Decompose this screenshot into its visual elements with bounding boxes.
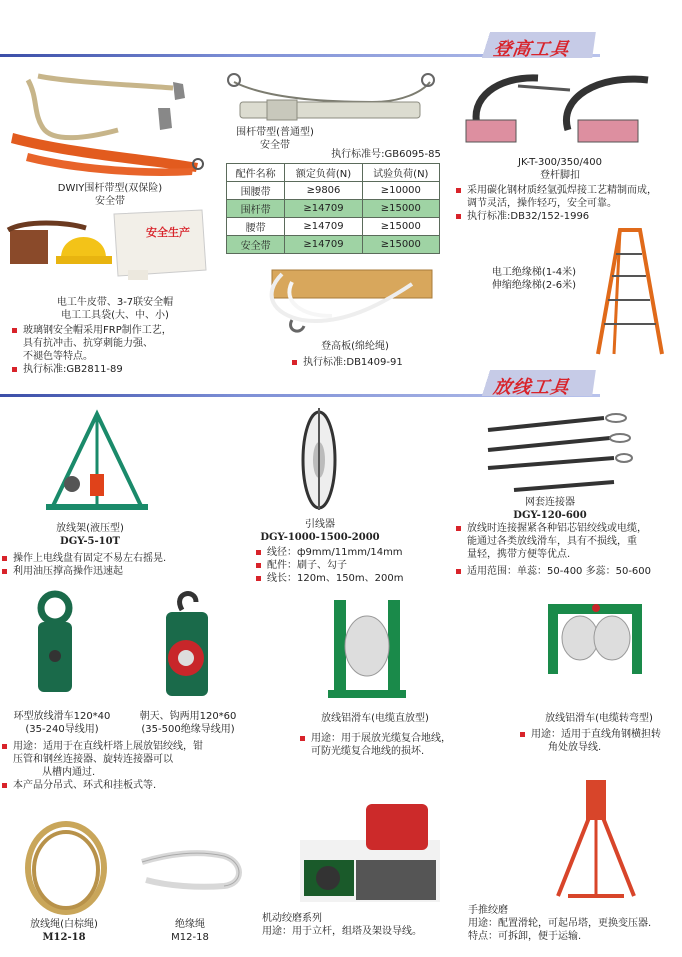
- bullet-icon: [456, 569, 461, 574]
- bullet-icon: [456, 214, 461, 219]
- climbers-notes: [456, 184, 680, 223]
- board-standard: [292, 356, 442, 369]
- table-cell: 安全带: [227, 236, 285, 254]
- pole-belt-model: 围杆带型(普通型): [236, 127, 314, 138]
- pole-belt-standard: 执行标准号:GB6095-85: [331, 149, 441, 160]
- winch-use: 用途：用于立杆，组塔及架设导线。: [262, 926, 422, 937]
- stand-notes: [2, 552, 232, 578]
- table-row: [227, 236, 440, 254]
- hand-winch-type: 手推绞磨: [468, 905, 508, 916]
- bullet-text: 量轻，携带方便等优点.: [467, 549, 571, 560]
- table-row: [227, 218, 440, 236]
- helmet-model: 电工牛皮带、3-7联安全帽: [56, 297, 174, 308]
- bullet-text: 调节灵活，操作轻巧，安全可靠。: [467, 198, 617, 209]
- climbers-model: JK-T-300/350/400: [518, 157, 602, 168]
- list-item: [456, 184, 680, 197]
- al-corner-caption: 放线铝滑车(电缆转弯型): [545, 713, 653, 724]
- list-item: [520, 741, 682, 754]
- ring-pulley-model: 环型放线滑车120*40: [13, 711, 111, 722]
- load-spec-table: [226, 163, 440, 254]
- climbers-caption: [500, 156, 620, 182]
- hook-pulley-use: (35-500绝缘导线用): [141, 724, 235, 735]
- list-item: [456, 210, 680, 223]
- ring-pulley-use: (35-240导线用): [25, 724, 99, 735]
- ladder-model: 电工绝缘梯(1-4米): [491, 267, 577, 278]
- bullet-icon: [256, 576, 261, 581]
- bullet-text: 采用碳化钢材质经氩弧焊接工艺精制而成，: [467, 185, 657, 196]
- bullet-icon: [292, 360, 297, 365]
- bullet-text: 操作上电线盘有固定不易左右摇晃.: [13, 553, 167, 564]
- bullet-text: 本产品分吊式、环式和挂板式等.: [13, 780, 157, 791]
- table-row: [227, 200, 440, 218]
- bullet-text: 具有抗冲击、抗穿刺能力强、: [23, 338, 153, 349]
- ring-pulley-caption: [2, 710, 122, 736]
- list-item: [456, 535, 680, 548]
- grip-type: 网套连接器: [525, 497, 575, 508]
- winch-caption: [262, 912, 462, 938]
- bullet-text: 玻璃钢安全帽采用FRP制作工艺，: [23, 325, 172, 336]
- rope-type: 放线绳(白棕绳): [30, 919, 98, 930]
- list-item: [292, 356, 442, 369]
- bullet-icon: [300, 736, 305, 741]
- harness-type: 安全带: [95, 196, 125, 207]
- list-item: [256, 572, 436, 585]
- puller-caption: [250, 518, 390, 544]
- table-cell: ≥14709: [285, 200, 362, 218]
- helmet-bag-image: [6, 200, 216, 290]
- table-header: 额定负荷(N): [285, 164, 362, 182]
- list-item: [12, 350, 222, 363]
- bullet-text: 能通过各类放线滑车，具有不损线，重: [467, 536, 637, 547]
- bullet-icon: [12, 328, 17, 333]
- climbing-board-image: [262, 264, 442, 340]
- list-item: [2, 766, 262, 779]
- bullet-text: 不褪色等特点。: [23, 351, 93, 362]
- list-item: [12, 363, 222, 376]
- list-item: [300, 745, 480, 758]
- bullet-text: 用途：适用于直线角钢横担转: [531, 729, 661, 740]
- list-item: [456, 522, 680, 535]
- table-cell: ≥15000: [362, 236, 439, 254]
- insulating-rope-image: [138, 836, 248, 906]
- bullet-icon: [456, 526, 461, 531]
- list-item: [256, 546, 436, 559]
- hydraulic-stand-image: [42, 404, 152, 514]
- ladder-caption: [484, 266, 584, 292]
- pole-climbers-image: [458, 68, 668, 158]
- pole-belt-caption: [230, 126, 320, 152]
- stand-caption: [30, 522, 150, 548]
- helmet-caption: [30, 296, 200, 322]
- bullet-text: 放线时连接握紧各种铝芯铝绞线或电缆，: [467, 523, 647, 534]
- bullet-text: 配件：刷子、勾子: [267, 560, 347, 571]
- bullet-text: 执行标准:GB2811-89: [23, 364, 123, 375]
- pulley-notes: [2, 740, 262, 792]
- pole-belt-type: 安全带: [260, 140, 290, 151]
- bullet-text: 利用油压撑高操作迅速起: [13, 566, 123, 577]
- bullet-text: 适用范围：单蕊：50-400 多蕊：50-600: [467, 566, 652, 577]
- table-cell: ≥15000: [362, 218, 439, 236]
- ring-pulley-image: [30, 590, 80, 700]
- al-corner-notes: [520, 728, 682, 754]
- table-header: 配件名称: [227, 164, 285, 182]
- stand-model: DGY-5-10T: [60, 536, 120, 547]
- stand-type: 放线架(液压型): [56, 523, 124, 534]
- bullet-icon: [2, 569, 7, 574]
- list-item: [2, 779, 262, 792]
- bullet-text: 可防光缆复合地线的损坏.: [311, 746, 425, 757]
- wire-puller-image: [296, 402, 342, 512]
- harness-model: DWIY围杆带型(双保险): [57, 183, 163, 194]
- hand-winch-image: [548, 776, 644, 900]
- list-item: [300, 732, 480, 745]
- insulating-rope-caption: [150, 918, 230, 944]
- winch-type: 机动绞磨系列: [262, 913, 322, 924]
- bullet-icon: [2, 783, 7, 788]
- bullet-text: 执行标准:DB32/152-1996: [467, 211, 590, 222]
- mesh-grip-image: [484, 408, 634, 498]
- table-cell: 围杆带: [227, 200, 285, 218]
- board-caption: 登高板(绵纶绳): [321, 341, 389, 352]
- table-cell: 腰带: [227, 218, 285, 236]
- table-row: [227, 182, 440, 200]
- table-cell: 围腰带: [227, 182, 285, 200]
- grip-notes: [456, 522, 680, 578]
- bullet-text: 线长：120m、150m、200m: [267, 573, 404, 584]
- rope-model: M12-18: [42, 932, 86, 943]
- bullet-icon: [2, 556, 7, 561]
- section-title-climbing: 登高工具: [474, 32, 596, 58]
- bullet-text: 执行标准:DB1409-91: [303, 357, 403, 368]
- insulating-rope-type: 绝缘绳: [175, 919, 205, 930]
- section-title-stringing: 放线工具: [474, 370, 596, 396]
- bullet-text: 从槽内通过.: [42, 767, 96, 778]
- bullet-text: 用途：用于展放光缆复合地线，: [311, 733, 451, 744]
- puller-type: 引线器: [305, 519, 335, 530]
- table-cell: ≥14709: [285, 218, 362, 236]
- al-straight-pulley-image: [322, 596, 412, 700]
- grip-model: DGY-120-600: [513, 510, 587, 521]
- hand-winch-use: 用途：配置滑轮，可起吊塔，更换变压器.: [468, 918, 652, 929]
- list-item: [2, 565, 232, 578]
- bullet-text: 用途：适用于在直线杆塔上展放铝绞线，钳: [13, 741, 203, 752]
- hook-pulley-model: 朝天、钩两用120*60: [139, 711, 237, 722]
- hand-winch-feature: 特点：可拆卸，便于运输.: [468, 931, 582, 942]
- bullet-icon: [2, 744, 7, 749]
- list-item: [2, 753, 262, 766]
- table-header: 试验负荷(N): [362, 164, 439, 182]
- bullet-icon: [256, 563, 261, 568]
- bullet-icon: [520, 732, 525, 737]
- bullet-icon: [12, 367, 17, 372]
- puller-notes: [256, 546, 436, 585]
- bag-print: 安全生产: [146, 226, 190, 239]
- list-item: [12, 337, 222, 350]
- helmet-notes: [12, 324, 222, 376]
- bullet-text: 压管和钢丝连接器、旋转连接器可以: [13, 754, 173, 765]
- helmet-type: 电工工具袋(大、中、小): [61, 310, 169, 321]
- hand-winch-caption: [468, 904, 680, 943]
- list-item: [456, 197, 680, 210]
- safety-harness-image: [8, 68, 208, 180]
- list-item: [2, 552, 232, 565]
- puller-model: DGY-1000-1500-2000: [260, 532, 380, 543]
- rope-image: [16, 814, 116, 918]
- bullet-icon: [256, 550, 261, 555]
- hook-pulley-caption: [128, 710, 248, 736]
- list-item: [520, 728, 682, 741]
- al-straight-notes: [300, 732, 480, 758]
- list-item: [456, 548, 680, 561]
- table-cell: ≥10000: [362, 182, 439, 200]
- motor-winch-image: [296, 800, 446, 910]
- pole-belt-image: [222, 68, 442, 128]
- bullet-text: 角处放导线.: [548, 742, 602, 753]
- rope-caption: [14, 918, 114, 944]
- list-item: [456, 565, 680, 578]
- table-cell: ≥9806: [285, 182, 362, 200]
- list-item: [2, 740, 262, 753]
- al-corner-pulley-image: [540, 598, 650, 678]
- hook-pulley-image: [152, 588, 222, 703]
- al-straight-caption: 放线铝滑车(电缆直放型): [321, 713, 429, 724]
- table-cell: ≥14709: [285, 236, 362, 254]
- bullet-text: 线径：ф9mm/11mm/14mm: [267, 547, 403, 558]
- table-cell: ≥15000: [362, 200, 439, 218]
- bullet-icon: [456, 188, 461, 193]
- climbers-type: 登杆脚扣: [540, 170, 580, 181]
- list-item: [256, 559, 436, 572]
- ladder-type: 伸缩绝缘梯(2-6米): [491, 280, 577, 291]
- list-item: [12, 324, 222, 337]
- grip-caption: [500, 496, 600, 522]
- insulated-ladder-image: [590, 224, 670, 359]
- table-header-row: [227, 164, 440, 182]
- insulating-rope-model: M12-18: [171, 932, 209, 943]
